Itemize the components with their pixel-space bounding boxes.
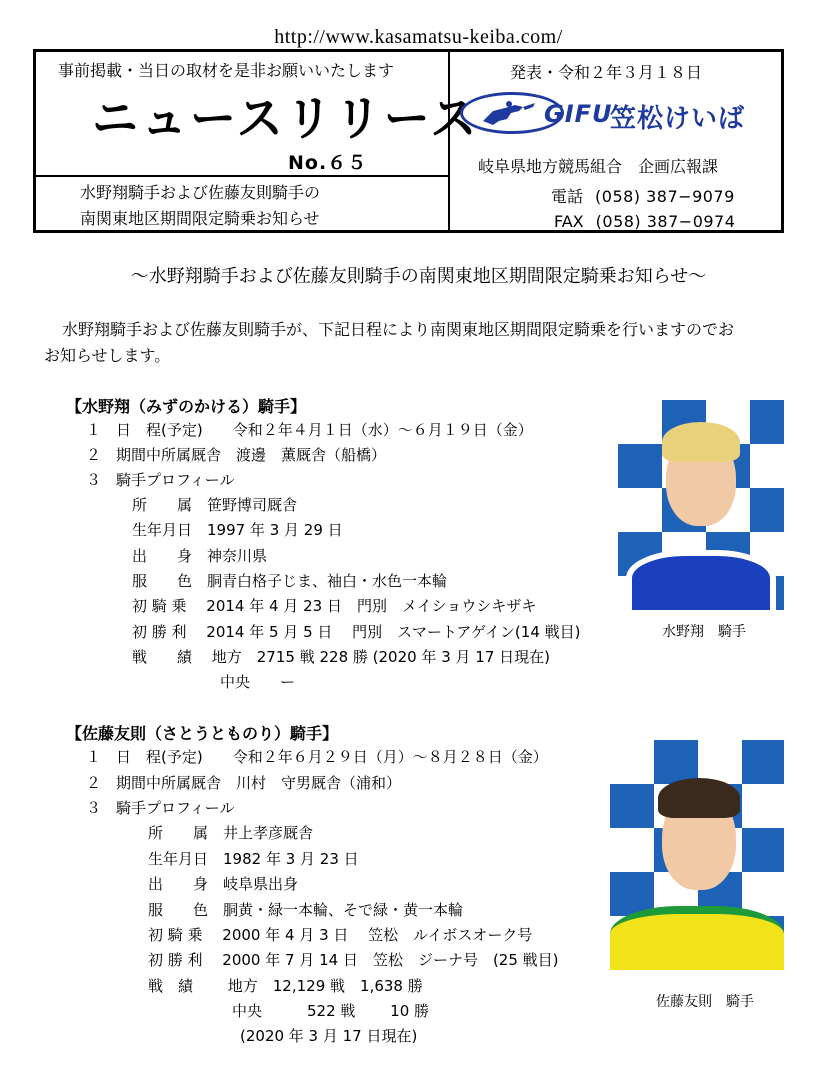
page-title: ニュースリリース <box>92 89 480 147</box>
jockey1-record-central: 中央 ー <box>220 673 296 691</box>
intro-line-1: 水野翔騎手および佐藤友則騎手が、下記日程により南関東地区期間限定騎乗を行いますのでお <box>62 320 735 339</box>
jockey1-affiliation: 所 属 笹野博司厩舎 <box>132 496 298 514</box>
jockey2-record-local: 戦 績 地方 12,129 戦 1,638 勝 <box>148 977 423 995</box>
jockey1-photo <box>618 400 784 610</box>
jockey1-birthdate: 生年月日 1997 年 3 月 29 日 <box>132 521 343 539</box>
jockey2-birthplace: 出 身 岐阜県出身 <box>148 875 299 893</box>
jockey1-silks: 服 色 胴青白格子じま、袖白・水色一本輪 <box>132 572 448 590</box>
jockey2-first-win: 初 勝 利 2000 年 7 月 14 日 笠松 ジーナ号 (25 戦目) <box>148 951 559 969</box>
jockey2-silks-body <box>610 906 784 970</box>
jockey2-first-ride: 初 騎 乗 2000 年 4 月 3 日 笠松 ルイボスオーク号 <box>148 926 533 944</box>
jockey1-profile-heading: ３ 騎手プロフィール <box>86 471 235 489</box>
jockey1-schedule: １ 日 程(予定) 令和２年４月１日（水）～６月１９日（金） <box>86 421 533 439</box>
fax <box>554 212 735 231</box>
jockey2-photo-caption: 佐藤友則 騎手 <box>656 994 754 1010</box>
jockey1-record-local: 戦 績 地方 2715 戦 228 勝 (2020 年 3 月 17 日現在) <box>132 648 550 666</box>
intro-line-2: お知らせします。 <box>44 346 171 365</box>
jockey1-silks-body <box>626 550 776 610</box>
jockey2-stable: ２ 期間中所属厩舎 川村 守男厩舎（浦和） <box>86 774 402 792</box>
jockey2-record-note: (2020 年 3 月 17 日現在) <box>240 1027 418 1045</box>
jockey2-affiliation: 所 属 井上孝彦厩舎 <box>148 824 314 842</box>
subject-line-2: 南関東地区期間限定騎乗お知らせ <box>80 209 320 228</box>
jockey1-birthplace: 出 身 神奈川県 <box>132 547 268 565</box>
jockey2-birthdate: 生年月日 1982 年 3 月 23 日 <box>148 850 359 868</box>
announce-date: 発表・令和２年３月１８日 <box>510 63 703 82</box>
jockey1-hair <box>662 422 740 462</box>
kasamatsu-logo <box>460 92 778 136</box>
jockey2-profile-heading: ３ 騎手プロフィール <box>86 799 235 817</box>
jockey1-first-ride: 初 騎 乗 2014 年 4 月 23 日 門別 メイショウシキザキ <box>132 597 537 615</box>
tel-number[interactable]: (058) 387−9079 <box>595 187 735 206</box>
organization: 岐阜県地方競馬組合 企画広報課 <box>478 157 719 176</box>
logo-gifu-text: GIFU <box>544 100 613 128</box>
jockey2-silks: 服 色 胴黄・緑一本輪、そで緑・黄一本輪 <box>148 901 464 919</box>
header-divider-horizontal <box>36 175 448 177</box>
jockey2-section-title: 【佐藤友則（さとうとものり）騎手】 <box>66 724 339 743</box>
fax-label: FAX <box>554 212 584 231</box>
tel-label: 電話 <box>551 187 584 206</box>
headline: ～水野翔騎手および佐藤友則騎手の南関東地区期間限定騎乗お知らせ～ <box>130 266 707 287</box>
jockey1-first-win: 初 勝 利 2014 年 5 月 5 日 門別 スマートアゲイン(14 戦目) <box>132 623 581 641</box>
release-number: No.６５ <box>288 152 368 174</box>
logo-name-text: 笠松けいば <box>610 104 746 134</box>
press-notice: 事前掲載・当日の取材を是非お願いいたします <box>58 61 395 80</box>
jockey2-photo <box>610 740 784 970</box>
website-url[interactable]: http://www.kasamatsu-keiba.com/ <box>274 26 563 48</box>
jockey1-section-title: 【水野翔（みずのかける）騎手】 <box>66 397 307 416</box>
jockey2-schedule: １ 日 程(予定) 令和２年６月２９日（月）～８月２８日（金） <box>86 748 548 766</box>
header-box <box>33 49 784 233</box>
fax-number: (058) 387−0974 <box>595 212 736 231</box>
jockey2-record-central: 中央 522 戦 10 勝 <box>232 1002 430 1020</box>
jockey1-photo-caption: 水野翔 騎手 <box>662 624 746 640</box>
subject-line-1: 水野翔騎手および佐藤友則騎手の <box>80 183 321 202</box>
telephone <box>551 184 735 207</box>
jockey2-hair <box>658 778 740 818</box>
jockey1-stable: ２ 期間中所属厩舎 渡邊 薫厩舎（船橋） <box>86 446 387 464</box>
